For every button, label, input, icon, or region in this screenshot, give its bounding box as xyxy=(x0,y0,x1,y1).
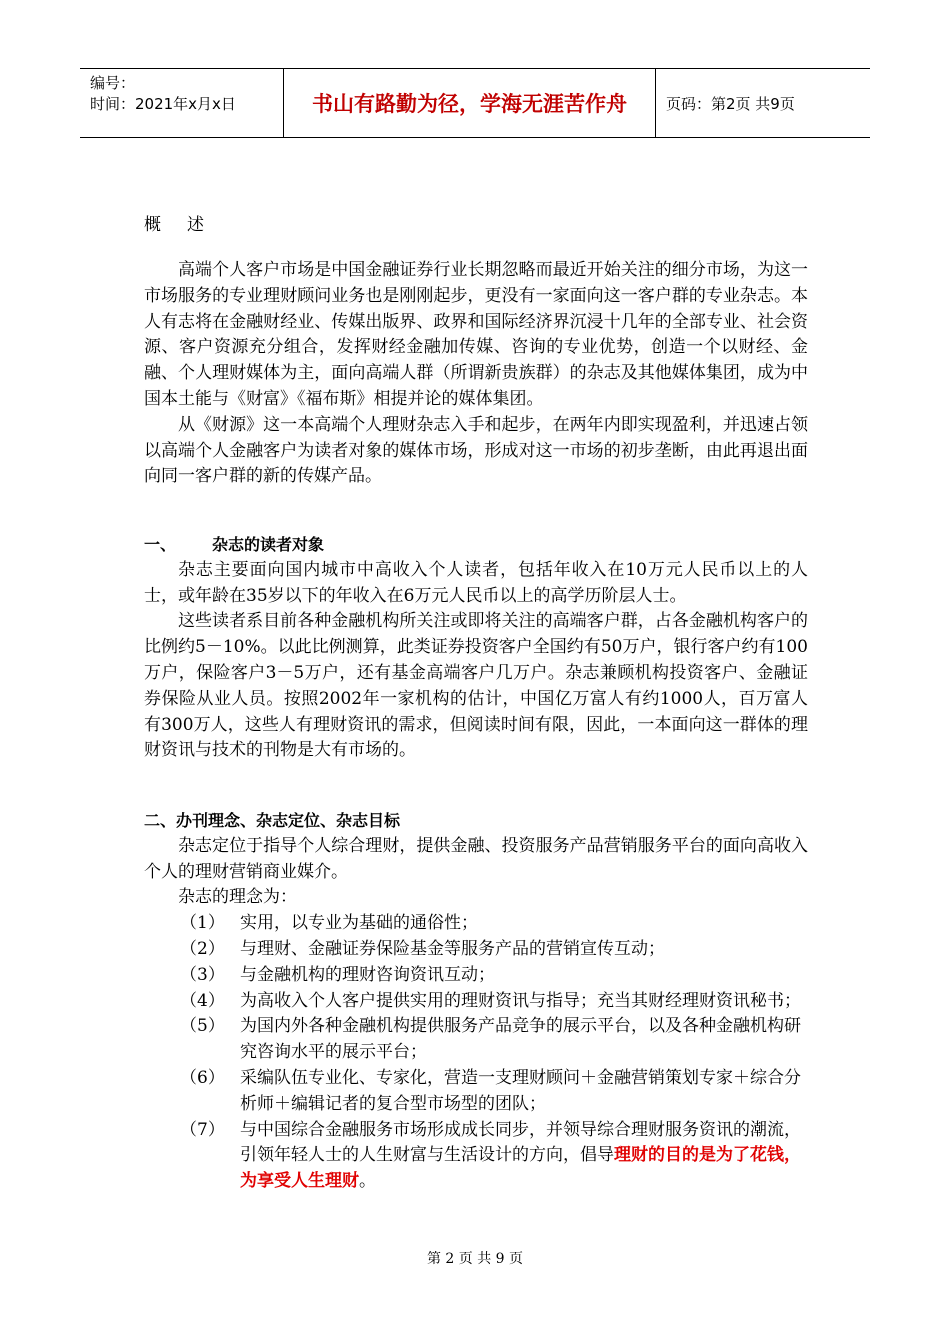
section1-paragraph: 这些读者系目前各种金融机构所关注或即将关注的高端客户群，占各金融机构客户的比例约5－10%。以此比例测算，此类证券投资客户全国约有50万户，银行客户约有100万户，保险客户3－5万户，还有基金高端客户几万户。杂志兼顾机构投资客户、金融证券保险从业人员。按照2002年一家机构的估计，中国亿万富人有约1000人，百万富人有300万人，这些人有理财资讯的需求，但阅读时间有限，因此，一本面向这一群体的理财资讯与技术的刊物是大有市场的。 xyxy=(144,611,808,761)
list-item-text: 采编队伍专业化、专家化，营造一支理财顾问＋金融营销策划专家＋综合分析师＋编辑记者的复合型市场型的团队； xyxy=(240,1067,801,1114)
section1-number: 一、 xyxy=(144,535,177,554)
section-readers xyxy=(144,532,808,764)
list-item-text: 为高收入个人客户提供实用的理财资讯与指导；充当其财经理财资讯秘书； xyxy=(240,990,801,1011)
list-item xyxy=(144,1014,808,1066)
highlight-text: 理财的目的是为了花钱，为享受人生理财 xyxy=(240,1145,801,1192)
section1-title: 杂志的读者对象 xyxy=(212,535,325,554)
list-item-text: 与理财、金融证券保险基金等服务产品的营销宣传互动； xyxy=(240,938,665,959)
section2-paragraph: 杂志的理念为： xyxy=(178,887,297,908)
list-item-number: （5） xyxy=(180,1016,225,1037)
header-page-label: 页码：第2页 共9页 xyxy=(666,94,795,113)
number-label: 编号： xyxy=(90,74,136,92)
list-item xyxy=(144,911,808,937)
intro-paragraph: 从《财源》这一本高端个人理财杂志入手和起步，在两年内即实现盈利，并迅速占领以高端个人金融客户为读者对象的媒体市场，形成对这一市场的初步垄断，由此再退出面向同一客户群的新的传媒产品。 xyxy=(144,414,808,487)
list-item-text: 为国内外各种金融机构提供服务产品竞争的展示平台，以及各种金融机构研究咨询水平的展示平台； xyxy=(240,1016,801,1063)
list-item xyxy=(144,1066,808,1118)
list-item xyxy=(144,937,808,963)
section1-heading xyxy=(144,532,808,558)
list-item-text-before: 与中国综合金融服务市场形成成长同步，并领导综合理财服务资讯的潮流，引领年轻人士的人生财富与生活设计的方向，倡导 xyxy=(240,1119,801,1166)
section-positioning xyxy=(144,808,808,1195)
page-footer: 第 2 页 共 9 页 xyxy=(426,1251,524,1267)
list-item-number: （7） xyxy=(180,1119,225,1140)
list-item xyxy=(144,963,808,989)
list-item-number: （1） xyxy=(180,913,225,934)
overview-title: 概述 xyxy=(144,215,230,235)
list-item-text: 实用，以专业为基础的通俗性； xyxy=(240,913,478,934)
section1-paragraph: 杂志主要面向国内城市中高收入个人读者，包括年收入在10万元人民币以上的人士，或年龄在35岁以下的年收入在6万元人民币以上的高学历阶层人士。 xyxy=(144,559,808,606)
section2-title: 二、办刊理念、杂志定位、杂志目标 xyxy=(144,811,401,830)
time-label: 时间：2021年x月x日 xyxy=(90,95,236,113)
list-item-number: （2） xyxy=(180,938,225,959)
list-item-number: （6） xyxy=(180,1067,225,1088)
list-item xyxy=(144,1118,808,1195)
intro-paragraph: 高端个人客户市场是中国金融证券行业长期忽略而最近开始关注的细分市场，为这一市场服务的专业理财顾问业务也是刚刚起步，更没有一家面向这一客户群的专业杂志。本人有志将在金融财经业、传媒出版界、政界和国际经济界沉浸十几年的全部专业、社会资源、客户资源充分组合，发挥财经金融加传媒、咨询的专业优势，创造一个以财经、金融、个人理财媒体为主，面向高端人群（所谓新贵族群）的杂志及其他媒体集团，成为中国本土能与《财富》《福布斯》相提并论的媒体集团。 xyxy=(144,260,808,409)
list-item-number: （4） xyxy=(180,990,225,1011)
list-item-text: 与金融机构的理财咨询资讯互动； xyxy=(240,964,495,985)
list-item-number: （3） xyxy=(180,964,225,985)
section2-paragraph: 杂志定位于指导个人综合理财，提供金融、投资服务产品营销服务平台的面向高收入个人的理财营销商业媒介。 xyxy=(144,835,808,882)
header-meta xyxy=(80,69,284,137)
list-item-text-after: 。 xyxy=(359,1171,376,1192)
list-item xyxy=(144,989,808,1015)
list-item-text xyxy=(240,1118,808,1195)
intro-section xyxy=(144,258,808,490)
page-header xyxy=(80,68,870,138)
header-slogan: 书山有路勤为径，学海无涯苦作舟 xyxy=(284,69,656,137)
